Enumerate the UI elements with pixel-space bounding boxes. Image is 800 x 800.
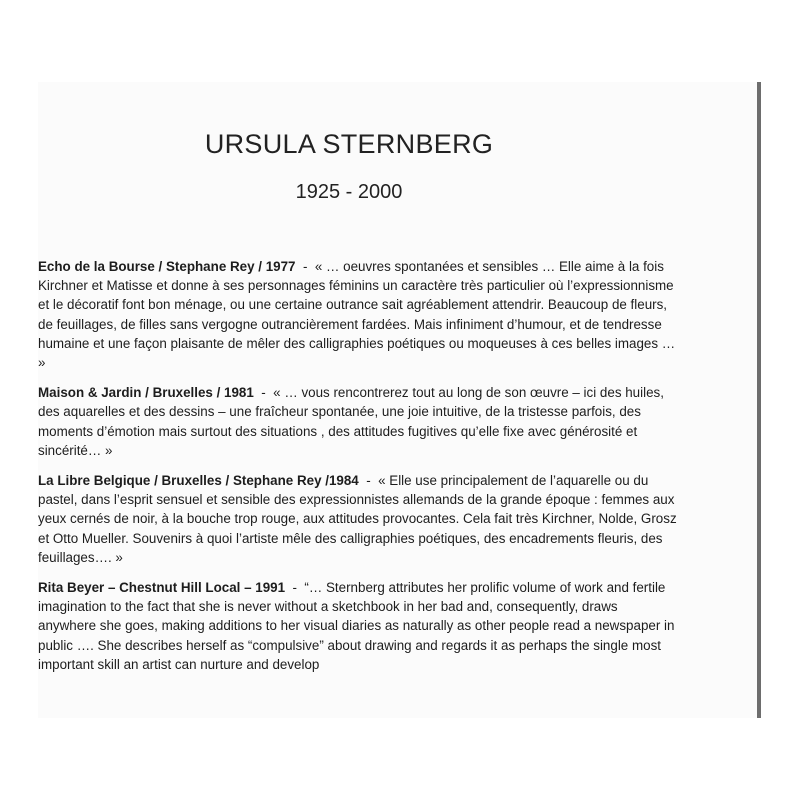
- quote-source: Echo de la Bourse / Stephane Rey / 1977: [38, 259, 296, 274]
- page-title: URSULA STERNBERG: [204, 129, 494, 159]
- quote-separator: -: [358, 473, 379, 489]
- page-subtitle-dates: 1925 - 2000: [295, 181, 403, 203]
- document-page: [38, 82, 760, 718]
- press-quote-entry: [38, 578, 678, 674]
- quote-source: La Libre Belgique / Bruxelles / Stephane Rey /1984: [38, 473, 359, 489]
- quote-source: Maison & Jardin / Bruxelles / 1981: [38, 385, 254, 401]
- quote-text: « … vous rencontrerez tout au long de son œuvre – ici des huiles, des aquarelles et des dessins – une fraîcheur spontanée, une joie intuitive, de la tristesse parfois, des moments d’émotion mais surtout des situations , des attitudes fugitives qu’elle fixe avec générosité et sincérité… »: [38, 385, 664, 458]
- quote-text: “… Sternberg attributes her prolific volume of work and fertile imagination to the fact that she is never without a sketchbook in her bad and, consequently, draws anywhere she goes, making additions to her visual diaries as naturally as other people read a newspaper in public …. She describes herself as “compulsive” about drawing and regards it as perhaps the single most important skill an artist can nurture and develop: [38, 580, 675, 672]
- quote-separator: -: [253, 385, 274, 401]
- quote-text: « … oeuvres spontanées et sensibles … Elle aime à la fois Kirchner et Matisse et donne à ses personnages féminins un caractère très particulier où l’expressionnisme et le décoratif font bon ménage, ou une certaine outrance sait agréablement attendrir. Beaucoup de fleurs, de feuillages, de filles sans vergogne outrancièrement fardées. Mais infiniment d’humour, et de tendresse humaine et une façon plaisante de mêler des calligraphies poétiques ou moqueuses à ces belles images … »: [38, 259, 676, 371]
- quote-text: « Elle use principalement de l’aquarelle ou du pastel, dans l’esprit sensuel et sensible des expressionnistes allemands de la grande époque : femmes aux yeux cernés de noir, à la bouche trop rouge, aux attitudes provocantes. Cela fait très Kirchner, Nolde, Grosz et Otto Mueller. Souvenirs à quoi l’artiste mêle des calligraphies poétiques, des encadrements fleuris, des feuillages…. »: [38, 473, 677, 565]
- press-quote-entry: [38, 257, 678, 372]
- press-quotes: [38, 257, 678, 685]
- quote-separator: -: [285, 580, 305, 596]
- quote-source: Rita Beyer – Chestnut Hill Local – 1991: [38, 580, 286, 596]
- quote-separator: -: [295, 259, 315, 274]
- press-quote-entry: [38, 471, 678, 567]
- press-quote-entry: [38, 383, 678, 460]
- page-edge-border: [757, 82, 761, 718]
